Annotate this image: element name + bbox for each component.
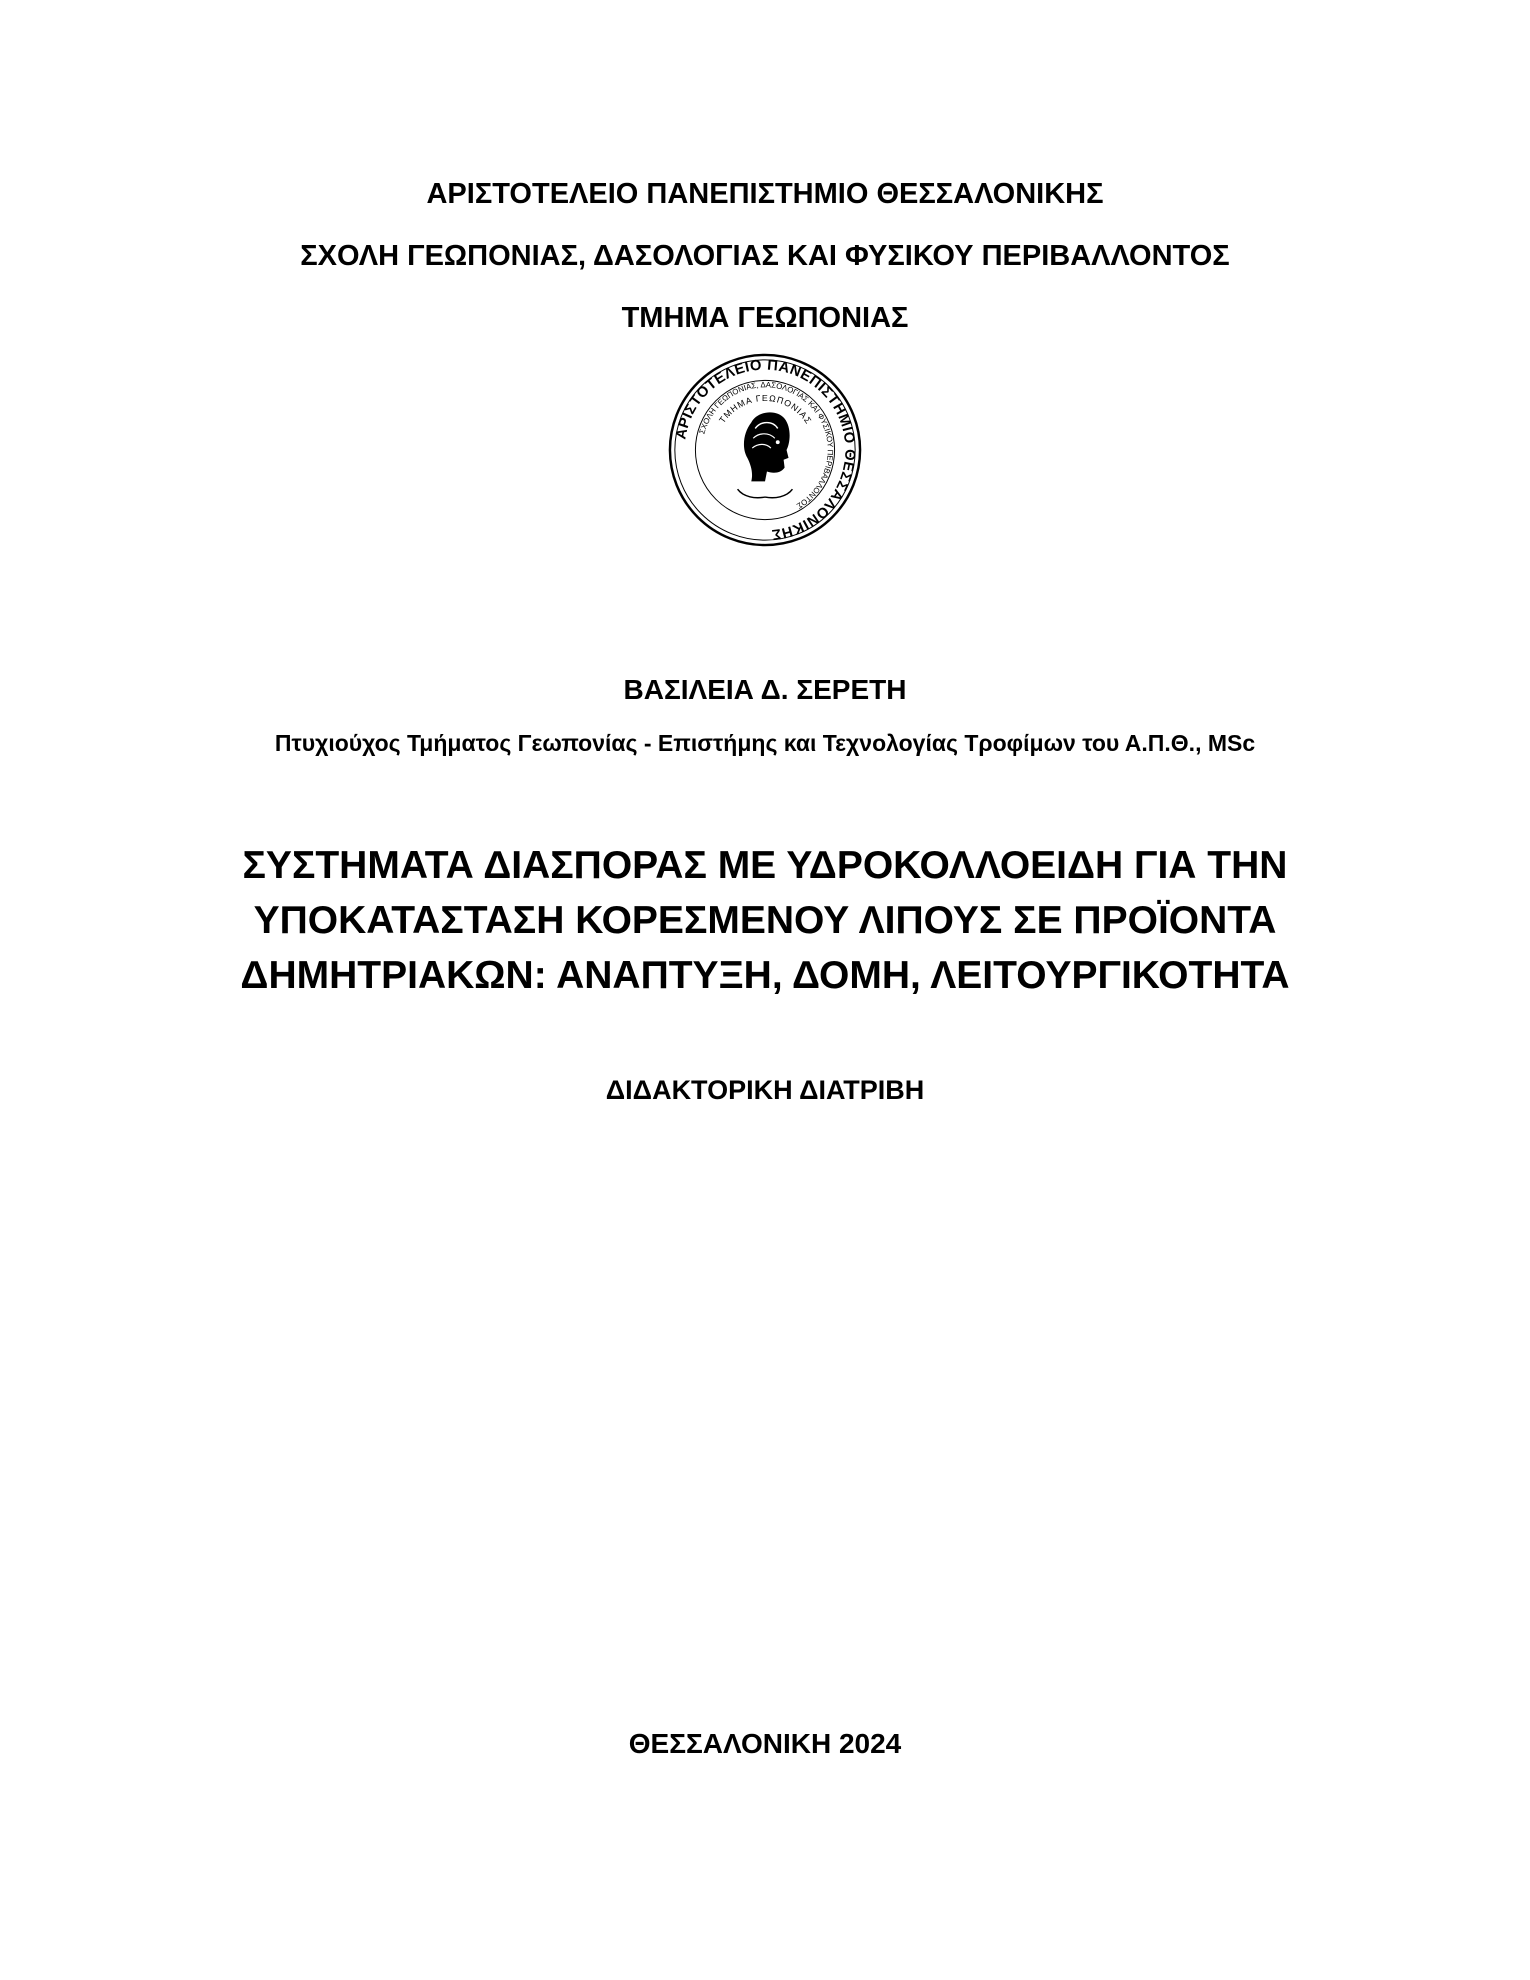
thesis-title-line: ΔΗΜΗΤΡΙΑΚΩΝ: ΑΝΑΠΤΥΞΗ, ΔΟΜΗ, ΛΕΙΤΟΥΡΓΙΚΟΤΗΤΑ [240,954,1290,997]
author-name: ΒΑΣΙΛΕΙΑ Δ. ΣΕΡΕΤΗ [623,674,907,705]
thesis-title [0,838,1530,1003]
thesis-title-line: ΣΥΣΤΗΜΑΤΑ ΔΙΑΣΠΟΡΑΣ ΜΕ ΥΔΡΟΚΟΛΛΟΕΙΔΗ ΓΙΑ ΤΗΝ [242,844,1288,887]
thesis-type: ΔΙΔΑΚΤΟΡΙΚΗ ΔΙΑΤΡΙΒΗ [605,1075,925,1105]
department-name: ΤΜΗΜΑ ΓΕΩΠΟΝΙΑΣ [621,302,909,334]
seal-outer-text: ΑΡΙΣΤΟΤΕΛΕΙΟ ΠΑΝΕΠΙΣΤΗΜΙΟ ΘΕΣΣΑΛΟΝΙΚΗΣ [673,357,858,543]
author-degree: Πτυχιούχος Τμήματος Γεωπονίας - Επιστήμης και Τεχνολογίας Τροφίμων του Α.Π.Θ., MSc [274,730,1256,756]
university-seal-logo [667,352,863,548]
thesis-title-line: ΥΠΟΚΑΤΑΣΤΑΣΗ ΚΟΡΕΣΜΕΝΟΥ ΛΙΠΟΥΣ ΣΕ ΠΡΟΪΟΝΤΑ [253,899,1277,942]
laurel-icon [738,489,793,498]
aristotle-head-icon [744,412,790,481]
seal-middle-text: ΣΧΟΛΗ ΓΕΩΠΟΝΙΑΣ, ΔΑΣΟΛΟΓΙΑΣ ΚΑΙ ΦΥΣΙΚΟΥ ΠΕΡΙΒΑΛΛΟΝΤΟΣ [697,380,835,511]
place-year: ΘΕΣΣΑΛΟΝΙΚΗ 2024 [628,1728,902,1759]
seal-inner-text: ΤΜΗΜΑ ΓΕΩΠΟΝΙΑΣ [717,392,814,427]
school-name: ΣΧΟΛΗ ΓΕΩΠΟΝΙΑΣ, ΔΑΣΟΛΟΓΙΑΣ ΚΑΙ ΦΥΣΙΚΟΥ ΠΕΡΙΒΑΛΛΟΝΤΟΣ [300,240,1230,272]
university-name: ΑΡΙΣΤΟΤΕΛΕΙΟ ΠΑΝΕΠΙΣΤΗΜΙΟ ΘΕΣΣΑΛΟΝΙΚΗΣ [426,178,1104,210]
